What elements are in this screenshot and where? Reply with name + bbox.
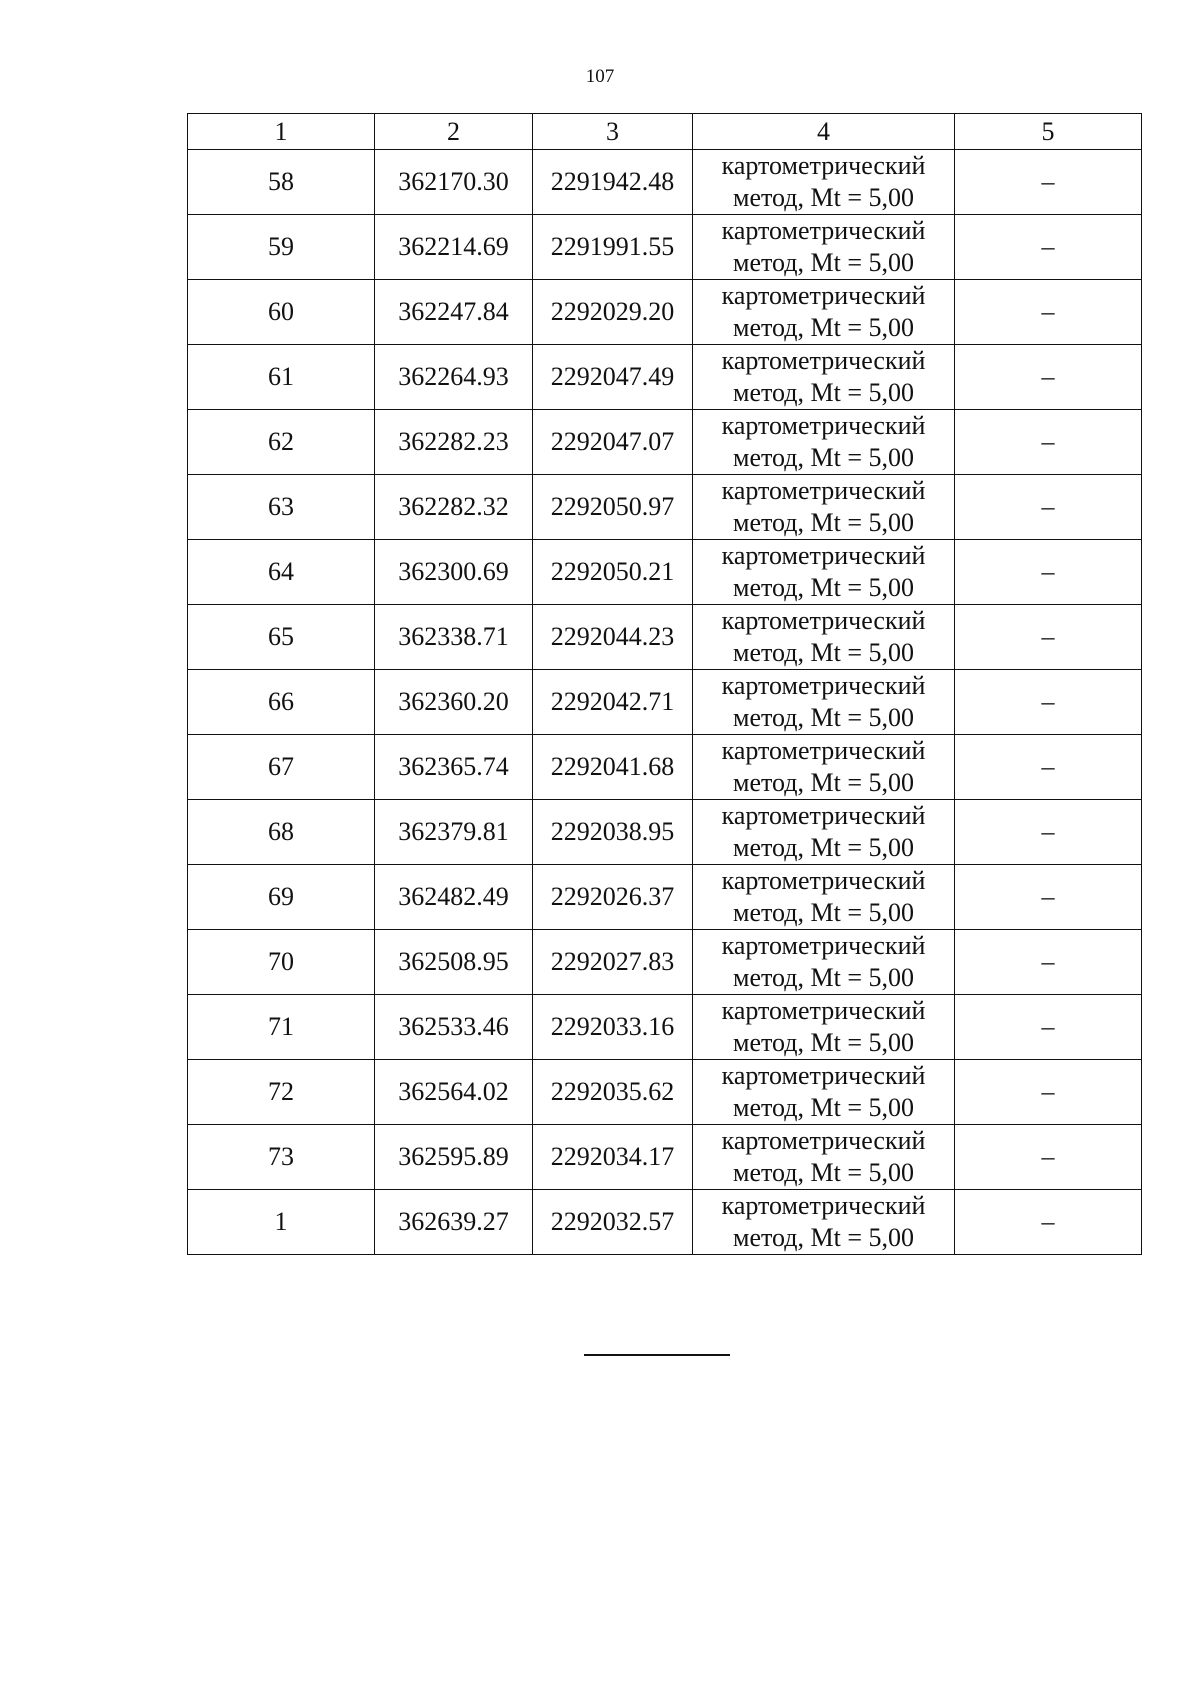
x-coordinate-cell: 362639.27 bbox=[375, 1190, 533, 1255]
x-coordinate-cell: 362264.93 bbox=[375, 345, 533, 410]
method-cell bbox=[693, 800, 955, 865]
method-cell bbox=[693, 475, 955, 540]
x-coordinate-cell: 362379.81 bbox=[375, 800, 533, 865]
note-cell: – bbox=[955, 930, 1142, 995]
x-coordinate-cell: 362282.23 bbox=[375, 410, 533, 475]
table-row bbox=[188, 865, 1142, 930]
method-cell bbox=[693, 995, 955, 1060]
y-coordinate-cell: 2292042.71 bbox=[533, 670, 693, 735]
point-number-cell: 73 bbox=[188, 1125, 375, 1190]
method-line-2: метод, Mt = 5,00 bbox=[733, 378, 914, 407]
x-coordinate-cell: 362360.20 bbox=[375, 670, 533, 735]
point-number-cell: 71 bbox=[188, 995, 375, 1060]
x-coordinate-cell: 362595.89 bbox=[375, 1125, 533, 1190]
method-line-2: метод, Mt = 5,00 bbox=[733, 183, 914, 212]
note-cell: – bbox=[955, 735, 1142, 800]
point-number-cell: 62 bbox=[188, 410, 375, 475]
note-cell: – bbox=[955, 540, 1142, 605]
note-cell: – bbox=[955, 995, 1142, 1060]
note-cell: – bbox=[955, 150, 1142, 215]
method-cell bbox=[693, 735, 955, 800]
table-row bbox=[188, 670, 1142, 735]
method-line-2: метод, Mt = 5,00 bbox=[733, 1028, 914, 1057]
method-cell bbox=[693, 1190, 955, 1255]
method-line-2: метод, Mt = 5,00 bbox=[733, 833, 914, 862]
header-cell-number: 1 bbox=[188, 114, 375, 150]
method-line-1: картометрический bbox=[721, 866, 926, 895]
y-coordinate-cell: 2292027.83 bbox=[533, 930, 693, 995]
x-coordinate-cell: 362247.84 bbox=[375, 280, 533, 345]
method-line-1: картометрический bbox=[721, 801, 926, 830]
x-coordinate-cell: 362300.69 bbox=[375, 540, 533, 605]
method-line-1: картометрический bbox=[721, 671, 926, 700]
point-number-cell: 59 bbox=[188, 215, 375, 280]
point-number-cell: 70 bbox=[188, 930, 375, 995]
method-line-2: метод, Mt = 5,00 bbox=[733, 703, 914, 732]
method-line-1: картометрический bbox=[721, 411, 926, 440]
y-coordinate-cell: 2292047.07 bbox=[533, 410, 693, 475]
method-line-1: картометрический bbox=[721, 1061, 926, 1090]
y-coordinate-cell: 2292050.97 bbox=[533, 475, 693, 540]
method-line-1: картометрический bbox=[721, 281, 926, 310]
x-coordinate-cell: 362282.32 bbox=[375, 475, 533, 540]
table-row bbox=[188, 475, 1142, 540]
table-row bbox=[188, 280, 1142, 345]
point-number-cell: 67 bbox=[188, 735, 375, 800]
y-coordinate-cell: 2292035.62 bbox=[533, 1060, 693, 1125]
method-line-2: метод, Mt = 5,00 bbox=[733, 638, 914, 667]
note-cell: – bbox=[955, 670, 1142, 735]
method-line-2: метод, Mt = 5,00 bbox=[733, 573, 914, 602]
point-number-cell: 64 bbox=[188, 540, 375, 605]
method-line-2: метод, Mt = 5,00 bbox=[733, 898, 914, 927]
y-coordinate-cell: 2292032.57 bbox=[533, 1190, 693, 1255]
method-cell bbox=[693, 865, 955, 930]
table-row bbox=[188, 540, 1142, 605]
table-body bbox=[188, 114, 1142, 1255]
method-line-2: метод, Mt = 5,00 bbox=[733, 1093, 914, 1122]
note-cell: – bbox=[955, 280, 1142, 345]
table-row bbox=[188, 995, 1142, 1060]
method-cell bbox=[693, 215, 955, 280]
table-row bbox=[188, 1060, 1142, 1125]
note-cell: – bbox=[955, 865, 1142, 930]
y-coordinate-cell: 2292033.16 bbox=[533, 995, 693, 1060]
x-coordinate-cell: 362338.71 bbox=[375, 605, 533, 670]
note-cell: – bbox=[955, 1190, 1142, 1255]
table-row bbox=[188, 605, 1142, 670]
table-row bbox=[188, 800, 1142, 865]
x-coordinate-cell: 362365.74 bbox=[375, 735, 533, 800]
method-line-2: метод, Mt = 5,00 bbox=[733, 508, 914, 537]
point-number-cell: 66 bbox=[188, 670, 375, 735]
method-line-2: метод, Mt = 5,00 bbox=[733, 1223, 914, 1252]
header-cell-note: 5 bbox=[955, 114, 1142, 150]
header-cell-y: 3 bbox=[533, 114, 693, 150]
table-row bbox=[188, 1125, 1142, 1190]
table-row bbox=[188, 150, 1142, 215]
note-cell: – bbox=[955, 1125, 1142, 1190]
method-cell bbox=[693, 150, 955, 215]
note-cell: – bbox=[955, 475, 1142, 540]
header-cell-x: 2 bbox=[375, 114, 533, 150]
method-line-1: картометрический bbox=[721, 151, 926, 180]
y-coordinate-cell: 2292038.95 bbox=[533, 800, 693, 865]
method-cell bbox=[693, 1060, 955, 1125]
note-cell: – bbox=[955, 605, 1142, 670]
method-line-1: картометрический bbox=[721, 931, 926, 960]
end-of-table-rule bbox=[584, 1354, 730, 1356]
y-coordinate-cell: 2292029.20 bbox=[533, 280, 693, 345]
point-number-cell: 72 bbox=[188, 1060, 375, 1125]
method-cell bbox=[693, 670, 955, 735]
x-coordinate-cell: 362214.69 bbox=[375, 215, 533, 280]
y-coordinate-cell: 2291991.55 bbox=[533, 215, 693, 280]
y-coordinate-cell: 2292034.17 bbox=[533, 1125, 693, 1190]
note-cell: – bbox=[955, 410, 1142, 475]
method-cell bbox=[693, 605, 955, 670]
method-line-1: картометрический bbox=[721, 996, 926, 1025]
method-line-1: картометрический bbox=[721, 216, 926, 245]
page-number: 107 bbox=[585, 66, 615, 87]
point-number-cell: 68 bbox=[188, 800, 375, 865]
method-line-1: картометрический bbox=[721, 1126, 926, 1155]
note-cell: – bbox=[955, 1060, 1142, 1125]
y-coordinate-cell: 2292044.23 bbox=[533, 605, 693, 670]
method-cell bbox=[693, 345, 955, 410]
method-line-2: метод, Mt = 5,00 bbox=[733, 443, 914, 472]
table-row bbox=[188, 345, 1142, 410]
method-line-2: метод, Mt = 5,00 bbox=[733, 248, 914, 277]
point-number-cell: 61 bbox=[188, 345, 375, 410]
coordinates-table bbox=[187, 113, 1142, 1255]
method-line-1: картометрический bbox=[721, 736, 926, 765]
note-cell: – bbox=[955, 215, 1142, 280]
method-line-1: картометрический bbox=[721, 346, 926, 375]
table-row bbox=[188, 410, 1142, 475]
method-line-1: картометрический bbox=[721, 1191, 926, 1220]
x-coordinate-cell: 362564.02 bbox=[375, 1060, 533, 1125]
method-cell bbox=[693, 1125, 955, 1190]
y-coordinate-cell: 2292041.68 bbox=[533, 735, 693, 800]
point-number-cell: 58 bbox=[188, 150, 375, 215]
table-row bbox=[188, 735, 1142, 800]
table-header-row bbox=[188, 114, 1142, 150]
y-coordinate-cell: 2292050.21 bbox=[533, 540, 693, 605]
method-line-1: картометрический bbox=[721, 541, 926, 570]
method-line-1: картометрический bbox=[721, 606, 926, 635]
point-number-cell: 60 bbox=[188, 280, 375, 345]
method-line-1: картометрический bbox=[721, 476, 926, 505]
method-line-2: метод, Mt = 5,00 bbox=[733, 768, 914, 797]
method-line-2: метод, Mt = 5,00 bbox=[733, 313, 914, 342]
table-row bbox=[188, 215, 1142, 280]
method-line-2: метод, Mt = 5,00 bbox=[733, 963, 914, 992]
method-line-2: метод, Mt = 5,00 bbox=[733, 1158, 914, 1187]
point-number-cell: 69 bbox=[188, 865, 375, 930]
table-row bbox=[188, 930, 1142, 995]
method-cell bbox=[693, 410, 955, 475]
y-coordinate-cell: 2292047.49 bbox=[533, 345, 693, 410]
method-cell bbox=[693, 280, 955, 345]
point-number-cell: 63 bbox=[188, 475, 375, 540]
note-cell: – bbox=[955, 345, 1142, 410]
point-number-cell: 1 bbox=[188, 1190, 375, 1255]
y-coordinate-cell: 2292026.37 bbox=[533, 865, 693, 930]
method-cell bbox=[693, 540, 955, 605]
y-coordinate-cell: 2291942.48 bbox=[533, 150, 693, 215]
header-cell-method: 4 bbox=[693, 114, 955, 150]
point-number-cell: 65 bbox=[188, 605, 375, 670]
x-coordinate-cell: 362170.30 bbox=[375, 150, 533, 215]
table-row bbox=[188, 1190, 1142, 1255]
x-coordinate-cell: 362508.95 bbox=[375, 930, 533, 995]
method-cell bbox=[693, 930, 955, 995]
note-cell: – bbox=[955, 800, 1142, 865]
x-coordinate-cell: 362482.49 bbox=[375, 865, 533, 930]
x-coordinate-cell: 362533.46 bbox=[375, 995, 533, 1060]
